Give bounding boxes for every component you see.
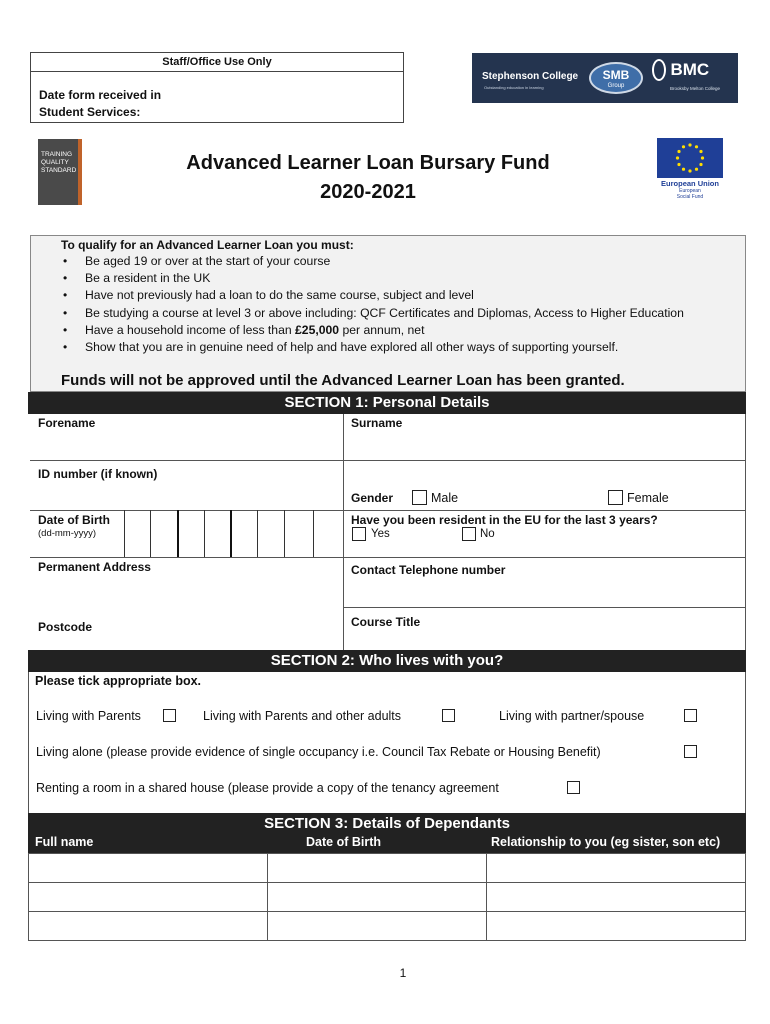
dependant-dob-cell[interactable] [267,882,487,912]
address-label: Permanent Address [38,560,151,574]
col-full-name: Full name [35,835,94,849]
eu-residence-field [343,510,746,558]
qualify-box [30,235,746,392]
section1-header: SECTION 1: Personal Details [28,392,746,414]
gender-label: Gender [351,491,394,505]
id-number-label: ID number (if known) [38,467,158,481]
opt-alone-checkbox[interactable] [684,745,697,758]
tick-instruction: Please tick appropriate box. [35,674,202,688]
staff-office-box [30,52,404,123]
opt-parents-adults-checkbox[interactable] [442,709,455,722]
male-label: Male [431,491,459,505]
dependant-dob-cell[interactable] [267,853,487,883]
id-number-field[interactable] [30,460,344,511]
stephenson-college-logo: Stephenson College [482,71,579,82]
table-row [28,853,746,882]
date-received-label: Date form received in [39,88,162,102]
surname-label: Surname [351,416,403,430]
col-relationship: Relationship to you (eg sister, son etc) [491,835,721,849]
eu-label: European Union [661,179,719,188]
eu-logo [657,138,723,202]
opt-partner-label: Living with partner/spouse [499,709,645,723]
male-checkbox[interactable] [412,490,427,505]
eu-no-label: No [480,528,495,540]
female-checkbox[interactable] [608,490,623,505]
forename-field[interactable] [30,414,344,461]
qualify-item: • Be aged 19 or over at the start of your course [31,253,731,270]
bmc-logo: BMC [652,59,709,81]
loan-warning: Funds will not be approved until the Advanced Learner Loan has been granted. [61,372,625,389]
qualify-item: • Be studying a course at level 3 or above including: QCF Certificates and Diplomas, Access to Higher Education [31,305,731,322]
qualify-item: • Have not previously had a loan to do the same course, subject and level [31,287,731,304]
dependant-name-cell[interactable] [28,911,268,941]
eu-flag-icon [657,138,723,178]
opt-renting-label: Renting a room in a shared house (please provide a copy of the tenancy agreement [36,781,499,795]
eu-yes-label: Yes [371,528,390,540]
opt-parents-label: Living with Parents [36,709,141,723]
gender-field [343,460,746,511]
bmc-subtitle: Brooksby Melton College [670,86,721,91]
dependant-name-cell[interactable] [28,882,268,912]
qualify-heading: To qualify for an Advanced Learner Loan you must: [61,238,354,252]
staff-office-title: Staff/Office Use Only [31,53,403,72]
opt-alone-label: Living alone (please provide evidence of single occupancy i.e. Council Tax Rebate or Housing Benefit) [36,745,601,759]
dependant-dob-cell[interactable] [267,911,487,941]
form-title: Advanced Learner Loan Bursary Fund [186,152,550,174]
address-field[interactable] [30,557,344,651]
eu-yes-checkbox[interactable] [352,527,366,541]
dependant-relationship-cell[interactable] [486,882,746,912]
training-quality-standard-logo: TRAINING QUALITY STANDARD [38,139,82,205]
dependants-table [28,853,746,941]
opt-renting-checkbox[interactable] [567,781,580,794]
telephone-field[interactable] [343,557,746,608]
surname-field[interactable] [343,414,746,461]
eu-fund-label: Social Fund [676,194,704,200]
dob-digit-boxes[interactable] [124,510,314,558]
female-label: Female [627,491,669,505]
dependant-relationship-cell[interactable] [486,853,746,883]
col-date-of-birth: Date of Birth [306,835,381,849]
qualify-item: • Be a resident in the UK [31,270,731,287]
stephenson-tagline: Outstanding education in learning [484,85,544,90]
dependant-name-cell[interactable] [28,853,268,883]
smb-group-logo: SMB Group [589,62,643,94]
eu-no-checkbox[interactable] [462,527,476,541]
dob-label: Date of Birth [38,513,110,527]
opt-partner-checkbox[interactable] [684,709,697,722]
eu-residence-question: Have you been resident in the EU for the last 3 years? [351,513,658,527]
dob-format-label: (dd-mm-yyyy) [38,528,97,539]
telephone-label: Contact Telephone number [351,563,506,577]
qualify-item-income: • Have a household income of less than £25,000 per annum, net [31,322,731,339]
student-services-label: Student Services: [39,105,141,119]
section2-body [28,672,746,813]
dependant-relationship-cell[interactable] [486,911,746,941]
qualify-item: • Show that you are in genuine need of help and have explored all other ways of supporting yourself. [31,339,731,356]
forename-label: Forename [38,416,96,430]
table-row [28,911,746,941]
course-title-label: Course Title [351,615,421,629]
course-title-field[interactable] [343,607,746,651]
page-number: 1 [399,966,407,980]
section3-header-block [28,813,746,853]
opt-parents-checkbox[interactable] [163,709,176,722]
section3-header: SECTION 3: Details of Dependants [264,815,510,832]
table-row [28,882,746,911]
qualify-list [31,253,731,356]
eu-social-label: European [679,188,701,194]
college-logos-banner [472,53,738,103]
section2-header: SECTION 2: Who lives with you? [28,650,746,672]
bmc-swirl-icon [652,59,666,81]
postcode-label: Postcode [38,620,93,634]
opt-parents-adults-label: Living with Parents and other adults [203,709,402,723]
form-year: 2020-2021 [320,181,416,203]
